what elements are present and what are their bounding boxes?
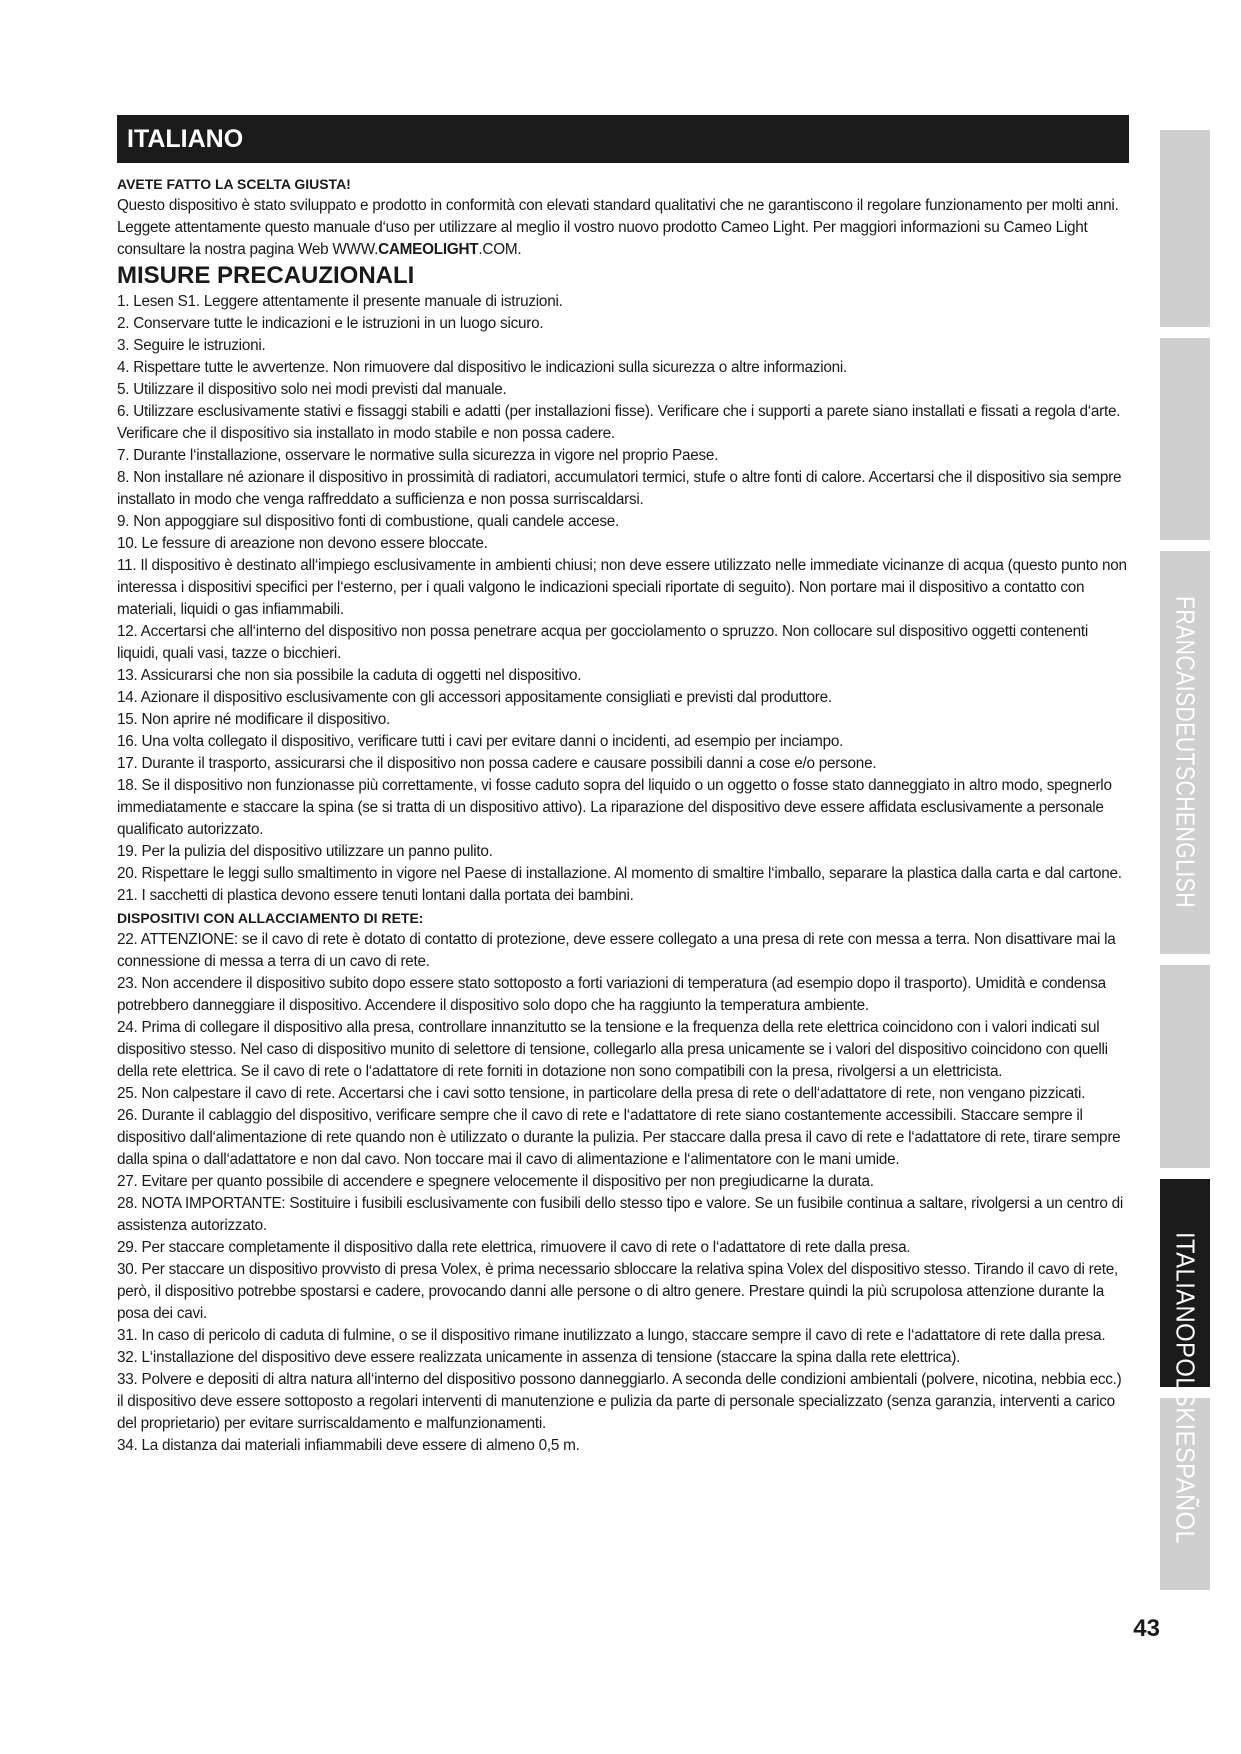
side-tab-2 <box>1160 338 1210 540</box>
mains-heading: DISPOSITIVI CON ALLACCIAMENTO DI RETE: <box>117 910 424 926</box>
header-title: ITALIANO <box>127 125 244 153</box>
mains-item: 22. ATTENZIONE: se il cavo di rete è dotato di contatto di protezione, deve essere collegato a una presa di rete con messa a terra. Non disattivare mai la connessione di messa a terra di un cavo di rete. <box>117 931 1116 970</box>
precaution-item: 16. Una volta collegato il dispositivo, verificare tutti i cavi per evitare danni o incidenti, ad esempio per inciampo. <box>117 733 844 750</box>
precaution-item: 2. Conservare tutte le indicazioni e le istruzioni in un luogo sicuro. <box>117 315 544 332</box>
precautions-title: MISURE PRECAUZIONALI <box>117 262 415 289</box>
side-tab-1 <box>1160 130 1210 327</box>
section-header-italiano <box>117 115 1129 163</box>
mains-item: 30. Per staccare un dispositivo provvisto di presa Volex, è prima necessario sbloccare la relativa spina Volex del dispositivo stesso. Tirando il cavo di rete, però, il dispositivo potrebbe spostarsi e cadere, provocando danni alle persone o di altro genere. Prestare quindi la più scrupolosa attenzione durante la posa dei cavi. <box>117 1261 1118 1322</box>
intro-brand: CAMEOLIGHT <box>378 241 479 258</box>
precaution-item: 13. Assicurarsi che non sia possibile la caduta di oggetti nel dispositivo. <box>117 667 582 684</box>
side-tab-4 <box>1160 965 1210 1168</box>
precaution-item: 10. Le fessure di areazione non devono essere bloccate. <box>117 535 488 552</box>
mains-item: 27. Evitare per quanto possibile di accendere e spegnere velocemente il dispositivo per non pregiudicarne la durata. <box>117 1173 874 1190</box>
precaution-item: 5. Utilizzare il dispositivo solo nei modi previsti dal manuale. <box>117 381 507 398</box>
precaution-item: 15. Non aprire né modificare il dispositivo. <box>117 711 390 728</box>
precaution-item: 17. Durante il trasporto, assicurarsi che il dispositivo non possa cadere e causare possibili danni a cose e/o persone. <box>117 755 877 772</box>
mains-item: 29. Per staccare completamente il dispositivo dalla rete elettrica, rimuovere il cavo di rete o l‘adattatore di rete dalla presa. <box>117 1239 911 1256</box>
precaution-item: 21. I sacchetti di plastica devono essere tenuti lontani dalla portata dei bambini. <box>117 887 634 904</box>
page-number: 43 <box>1133 1615 1160 1642</box>
side-label-lower: ITALIANOPOLSKIESPAÑOL <box>1170 1232 1201 1545</box>
precaution-item: 11. Il dispositivo è destinato all‘impiego esclusivamente in ambienti chiusi; non deve essere utilizzato nelle immediate vicinanze di acqua (questo punto non interessa i dispositivi specifici per l‘esterno, per i quali valgono le indicazioni speciali riportate di seguito). Non portare mai il dispositivo a contatto con materiali, liquidi o gas infiammabili. <box>117 557 1127 618</box>
mains-item: 26. Durante il cablaggio del dispositivo, verificare sempre che il cavo di rete e l‘adattatore di rete siano costantemente accessibili. Staccare sempre il dispositivo dall‘alimentazione di rete quando non è utilizzato o durante la pulizia. Per staccare dalla presa il cavo di rete e l‘adattatore di rete, tirare sempre dalla spina o dall‘adattatore e non dal cavo. Non toccare mai il cavo di alimentazione e l‘alimentatore con le mani umide. <box>117 1107 1121 1168</box>
precaution-item: 7. Durante l‘installazione, osservare le normative sulla sicurezza in vigore nel proprio Paese. <box>117 447 719 464</box>
mains-item: 25. Non calpestare il cavo di rete. Accertarsi che i cavi sotto tensione, in particolare della presa di rete o dell‘adattatore di rete, non vengano pizzicati. <box>117 1085 1086 1102</box>
mains-item: 28. NOTA IMPORTANTE: Sostituire i fusibili esclusivamente con fusibili dello stesso tipo e valore. Se un fusibile continua a saltare, rivolgersi a un centro di assistenza autorizzato. <box>117 1195 1124 1234</box>
precaution-item: 1. Lesen S1. Leggere attentamente il presente manuale di istruzioni. <box>117 293 563 310</box>
precaution-item: 19. Per la pulizia del dispositivo utilizzare un panno pulito. <box>117 843 493 860</box>
mains-item: 33. Polvere e depositi di altra natura all‘interno del dispositivo possono danneggiarlo. A seconda delle condizioni ambientali (polvere, nicotina, nebbia ecc.) il dispositivo deve essere sottoposto a regolari interventi di manutenzione e pulizia da parte di personale specializzato (senza garanzia, interventi a carico del proprietario) per evitare surriscaldamento e malfunzionamenti. <box>117 1371 1122 1432</box>
precautions-list <box>117 291 1129 907</box>
precaution-item: 9. Non appoggiare sul dispositivo fonti di combustione, quali candele accese. <box>117 513 620 530</box>
mains-item: 31. In caso di pericolo di caduta di fulmine, o se il dispositivo rimane inutilizzato a lungo, staccare sempre il cavo di rete e l‘adattatore di rete dalla presa. <box>117 1327 1106 1344</box>
intro-text: Questo dispositivo è stato sviluppato e prodotto in conformità con elevati standard qualitativi che ne garantiscono il regolare funzionamento per molti anni. Leggete attentamente questo manuale d‘uso per utilizzare al meglio il vostro nuovo prodotto Cameo Light. Per maggiori informazioni su Cameo Light consultare la nostra pagina Web WWW. <box>117 197 1119 258</box>
intro-suffix: .COM. <box>478 241 522 258</box>
precaution-item: 20. Rispettare le leggi sullo smaltimento in vigore nel Paese di installazione. Al momento di smaltire l‘imballo, separare la plastica dalla carta e dal cartone. <box>117 865 1122 882</box>
mains-list <box>117 929 1129 1457</box>
mains-item: 32. L‘installazione del dispositivo deve essere realizzata unicamente in assenza di tensione (staccare la spina dalla rete elettrica). <box>117 1349 961 1366</box>
precaution-item: 18. Se il dispositivo non funzionasse più correttamente, vi fosse caduto sopra del liquido o un oggetto o fosse stato danneggiato in altro modo, spegnerlo immediatamente e staccare la spina (se si tratta di un dispositivo attivo). La riparazione del dispositivo deve essere affidata esclusivamente a personale qualificato autorizzato. <box>117 777 1112 838</box>
intro-paragraph <box>117 195 1129 261</box>
precaution-item: 12. Accertarsi che all‘interno del dispositivo non possa penetrare acqua per gocciolamento o spruzzo. Non collocare sul dispositivo oggetti contenenti liquidi, quali vasi, tazze o bicchieri. <box>117 623 1088 662</box>
mains-item: 24. Prima di collegare il dispositivo alla presa, controllare innanzitutto se la tensione e la frequenza della rete elettrica coincidono con i valori indicati sul dispositivo stesso. Nel caso di dispositivo munito di selettore di tensione, collegarlo alla presa unicamente se i valori del dispositivo coincidono con quelli della rete elettrica. Se il cavo di rete o l‘adattatore di rete forniti in dotazione non sono compatibili con la presa, rivolgersi a un elettricista. <box>117 1019 1108 1080</box>
mains-item: 34. La distanza dai materiali infiammabili deve essere di almeno 0,5 m. <box>117 1437 580 1454</box>
precaution-item: 14. Azionare il dispositivo esclusivamente con gli accessori appositamente consigliati e previsti dal produttore. <box>117 689 832 706</box>
intro-heading: AVETE FATTO LA SCELTA GIUSTA! <box>117 176 351 192</box>
manual-content <box>117 173 1129 1457</box>
mains-item: 23. Non accendere il dispositivo subito dopo essere stato sottoposto a forti variazioni di temperatura (ad esempio dopo il trasporto). Umidità e condensa potrebbero danneggiare il dispositivo. Accendere il dispositivo solo dopo che ha raggiunto la temperatura ambiente. <box>117 975 1106 1014</box>
precaution-item: 8. Non installare né azionare il dispositivo in prossimità di radiatori, accumulatori termici, stufe o altre fonti di calore. Accertarsi che il dispositivo sia sempre installato in modo che venga raffreddato a sufficienza e non possa surriscaldarsi. <box>117 469 1122 508</box>
precaution-item: 4. Rispettare tutte le avvertenze. Non rimuovere dal dispositivo le indicazioni sulla sicurezza o altre informazioni. <box>117 359 848 376</box>
side-label-upper: FRANCAISDEUTSCHENGLISH <box>1170 596 1201 908</box>
precaution-item: 3. Seguire le istruzioni. <box>117 337 266 354</box>
precaution-item: 6. Utilizzare esclusivamente stativi e fissaggi stabili e adatti (per installazioni fisse). Verificare che i supporti a parete siano installati e fissati a regola d‘arte. Verificare che il dispositivo sia installato in modo stabile e non possa cadere. <box>117 403 1121 442</box>
